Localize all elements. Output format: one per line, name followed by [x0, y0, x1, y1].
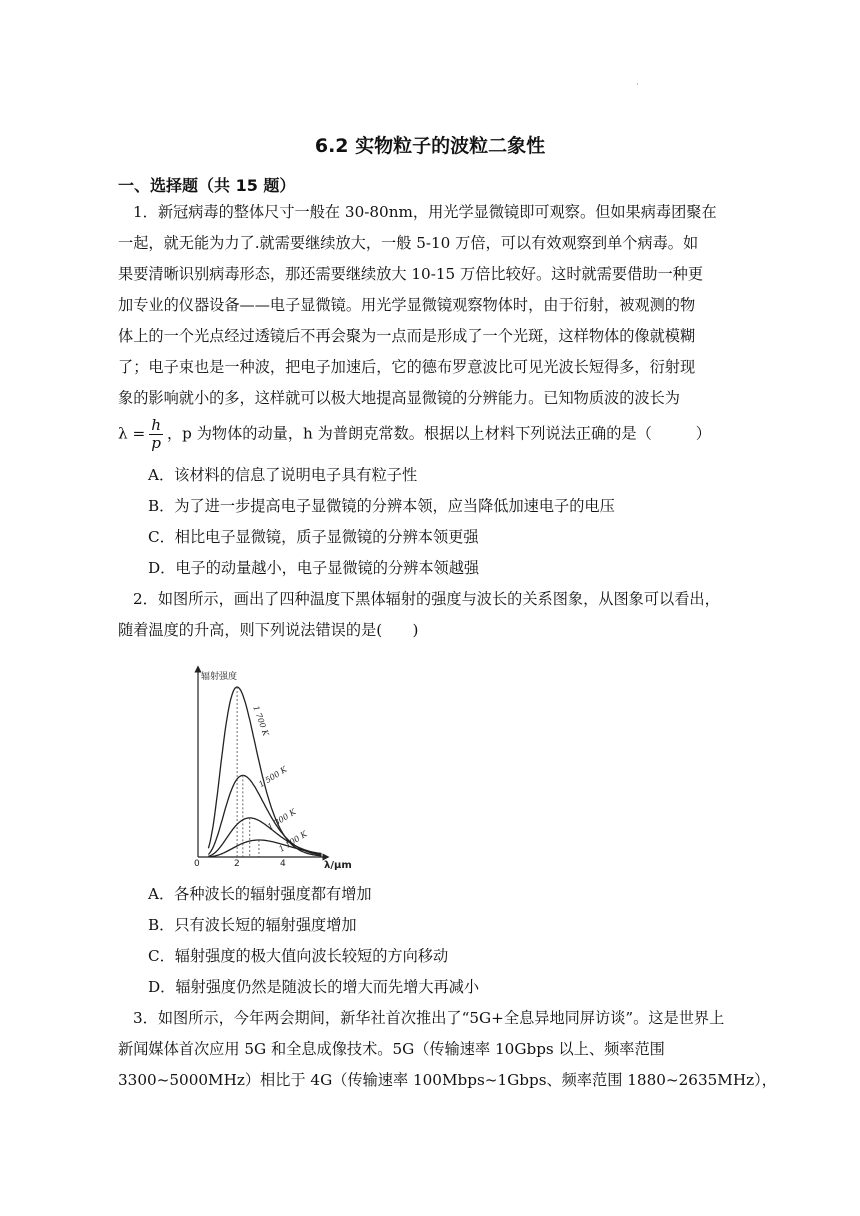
header-mark: · [636, 80, 639, 90]
q1-line-1: 1．新冠病毒的整体尺寸一般在 30-80nm，用光学显微镜即可观察。但如果病毒团聚在 [133, 203, 717, 221]
q1-option-a: A．该材料的信息了说明电子具有粒子性 [148, 466, 418, 484]
q1-line-6: 了；电子束也是一种波，把电子加速后，它的德布罗意波比可见光波长短得多，衍射现 [118, 358, 696, 376]
q1-line-2: 一起，就无能为力了.就需要继续放大，一般 5-10 万倍，可以有效观察到单个病毒。如 [118, 234, 699, 252]
x-tick-0: 0 [194, 859, 200, 869]
q3-line-2: 新闻媒体首次应用 5G 和全息成像技术。5G（传输速率 10Gbps 以上、频率范围 [118, 1040, 665, 1058]
q1-line-7: 象的影响就小的多，这样就可以极大地提高显微镜的分辨能力。已知物质波的波长为 [118, 389, 680, 407]
formula-fraction [149, 417, 163, 452]
formula-numerator: h [151, 416, 161, 434]
q1-line-4: 加专业的仪器设备——电子显微镜。用光学显微镜观察物体时，由于衍射，被观测的物 [118, 296, 696, 314]
y-axis-label: 辐射强度 [201, 672, 238, 682]
q1-option-b: B．为了进一步提高电子显微镜的分辨本领，应当降低加速电子的电压 [148, 497, 615, 515]
series-label-3: 1 100 K [277, 829, 309, 854]
formula-lambda: λ = [118, 424, 146, 443]
q1-line-3: 果要清晰识别病毒形态，那还需要继续放大 10-15 万倍比较好。这时就需要借助一种更 [118, 265, 704, 283]
x-tick-2: 2 [234, 859, 240, 869]
series-label-0: 1 700 K [251, 704, 271, 738]
q2-line-2: 随着温度的升高，则下列说法错误的是( ) [118, 621, 419, 639]
series-label-1: 1 500 K [257, 764, 289, 790]
series-label-2: 1 300 K [266, 807, 298, 832]
q1-option-c: C．相比电子显微镜，质子显微镜的分辨本领更强 [148, 528, 479, 546]
x-tick-4: 4 [280, 859, 286, 869]
blackbody-chart [188, 663, 352, 873]
q1-option-d: D．电子的动量越小，电子显微镜的分辨本领越强 [148, 559, 480, 577]
q1-line-5: 体上的一个光点经过透镜后不再会聚为一点而是形成了一个光斑，这样物体的像就模糊 [118, 327, 696, 345]
formula-denominator: p [151, 434, 161, 452]
q2-option-a: A．各种波长的辐射强度都有增加 [148, 885, 372, 903]
formula-description: ，p 为物体的动量，h 为普朗克常数。根据以上材料下列说法正确的是（ [166, 424, 652, 443]
q2-option-c: C．辐射强度的极大值向波长较短的方向移动 [148, 947, 449, 965]
curve-1100k [208, 840, 321, 857]
page-title: 6.2 实物粒子的波粒二象性 [314, 135, 546, 157]
x-axis-label: λ/μm [324, 860, 352, 871]
blackbody-chart-svg [188, 663, 352, 871]
answer-paren-close: ） [695, 424, 711, 443]
q2-option-d: D．辐射强度仍然是随波长的增大而先增大再减小 [148, 978, 480, 996]
q1-formula-line [118, 417, 711, 452]
section-heading: 一、选择题（共 15 题） [118, 176, 296, 195]
q2-option-b: B．只有波长短的辐射强度增加 [148, 916, 357, 934]
q3-line-1: 3．如图所示，今年两会期间，新华社首次推出了“5G+全息异地同屏访谈”。这是世界上 [133, 1009, 725, 1027]
q2-line-1: 2．如图所示，画出了四种温度下黑体辐射的强度与波长的关系图象，从图象可以看出， [133, 590, 720, 608]
q3-line-3: 3300~5000MHz）相比于 4G（传输速率 100Mbps~1Gbps、频率范围 1880~2635MHz）， [118, 1071, 777, 1089]
